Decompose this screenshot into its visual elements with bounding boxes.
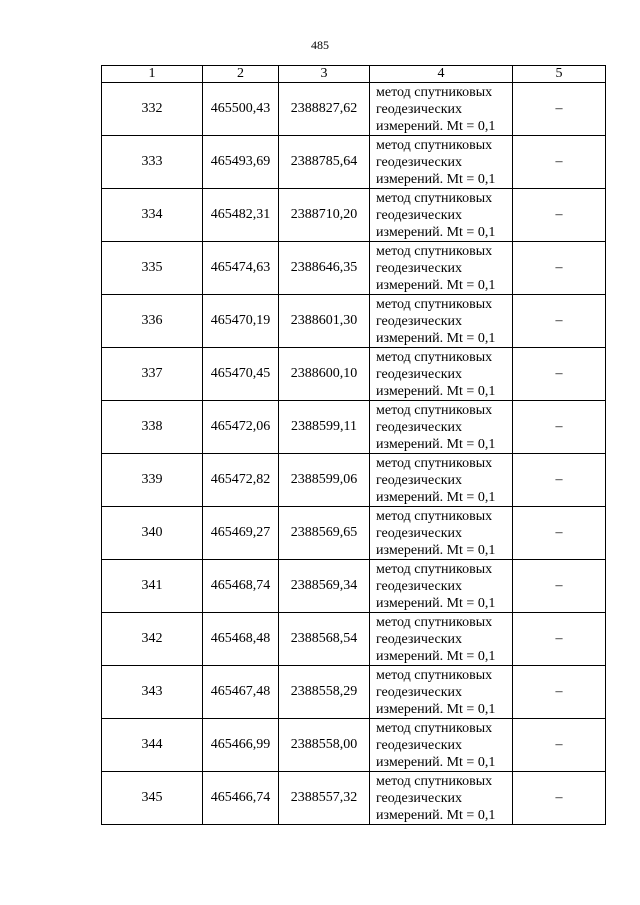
point-number-cell: 336: [102, 295, 203, 348]
method-cell: [370, 560, 513, 613]
method-text-line: геодезических: [376, 578, 463, 594]
x-coordinate-cell: 465466,74: [203, 772, 279, 825]
point-number-cell: 335: [102, 242, 203, 295]
note-cell: –: [513, 613, 606, 666]
x-coordinate-cell: 465467,48: [203, 666, 279, 719]
method-text-line: метод спутниковых: [376, 508, 493, 524]
table-row: [102, 348, 606, 401]
header-col-2: 2: [203, 66, 279, 83]
y-coordinate-cell: 2388569,65: [279, 507, 370, 560]
method-text-line: измерений. Mt = 0,1: [376, 807, 496, 823]
y-coordinate-cell: 2388599,06: [279, 454, 370, 507]
header-col-1: 1: [102, 66, 203, 83]
note-cell: –: [513, 295, 606, 348]
method-text-line: метод спутниковых: [376, 614, 493, 630]
method-text-line: геодезических: [376, 631, 463, 647]
method-cell: [370, 242, 513, 295]
x-coordinate-cell: 465468,74: [203, 560, 279, 613]
y-coordinate-cell: 2388600,10: [279, 348, 370, 401]
method-text-line: геодезических: [376, 154, 463, 170]
header-col-5: 5: [513, 66, 606, 83]
y-coordinate-cell: 2388569,34: [279, 560, 370, 613]
table-row: [102, 560, 606, 613]
x-coordinate-cell: 465472,06: [203, 401, 279, 454]
x-coordinate-cell: 465500,43: [203, 83, 279, 136]
method-text-line: метод спутниковых: [376, 773, 493, 789]
method-cell: [370, 348, 513, 401]
y-coordinate-cell: 2388568,54: [279, 613, 370, 666]
method-text-line: геодезических: [376, 260, 463, 276]
method-text-line: геодезических: [376, 366, 463, 382]
y-coordinate-cell: 2388710,20: [279, 189, 370, 242]
method-text-line: метод спутниковых: [376, 84, 493, 100]
method-cell: [370, 136, 513, 189]
y-coordinate-cell: 2388646,35: [279, 242, 370, 295]
note-cell: –: [513, 507, 606, 560]
x-coordinate-cell: 465469,27: [203, 507, 279, 560]
table-row: [102, 666, 606, 719]
note-cell: –: [513, 136, 606, 189]
method-text-line: метод спутниковых: [376, 190, 493, 206]
y-coordinate-cell: 2388558,29: [279, 666, 370, 719]
method-text-line: измерений. Mt = 0,1: [376, 489, 496, 505]
method-text-line: измерений. Mt = 0,1: [376, 330, 496, 346]
method-text-line: геодезических: [376, 684, 463, 700]
method-text-line: метод спутниковых: [376, 243, 493, 259]
x-coordinate-cell: 465470,45: [203, 348, 279, 401]
method-text-line: измерений. Mt = 0,1: [376, 224, 496, 240]
method-text-line: метод спутниковых: [376, 137, 493, 153]
method-text-line: метод спутниковых: [376, 455, 493, 471]
method-text-line: измерений. Mt = 0,1: [376, 436, 496, 452]
point-number-cell: 333: [102, 136, 203, 189]
table-body: [102, 83, 606, 825]
method-text-line: измерений. Mt = 0,1: [376, 648, 496, 664]
method-cell: [370, 666, 513, 719]
table-row: [102, 401, 606, 454]
method-text-line: геодезических: [376, 207, 463, 223]
table-row: [102, 613, 606, 666]
y-coordinate-cell: 2388827,62: [279, 83, 370, 136]
x-coordinate-cell: 465474,63: [203, 242, 279, 295]
method-text-line: измерений. Mt = 0,1: [376, 277, 496, 293]
y-coordinate-cell: 2388558,00: [279, 719, 370, 772]
table-row: [102, 507, 606, 560]
point-number-cell: 339: [102, 454, 203, 507]
y-coordinate-cell: 2388785,64: [279, 136, 370, 189]
note-cell: –: [513, 772, 606, 825]
note-cell: –: [513, 348, 606, 401]
note-cell: –: [513, 242, 606, 295]
point-number-cell: 344: [102, 719, 203, 772]
method-text-line: геодезических: [376, 313, 463, 329]
method-cell: [370, 613, 513, 666]
point-number-cell: 345: [102, 772, 203, 825]
method-text-line: геодезических: [376, 525, 463, 541]
y-coordinate-cell: 2388601,30: [279, 295, 370, 348]
note-cell: –: [513, 666, 606, 719]
x-coordinate-cell: 465493,69: [203, 136, 279, 189]
point-number-cell: 332: [102, 83, 203, 136]
method-text-line: геодезических: [376, 419, 463, 435]
table-row: [102, 295, 606, 348]
method-text-line: метод спутниковых: [376, 720, 493, 736]
note-cell: –: [513, 83, 606, 136]
method-cell: [370, 295, 513, 348]
method-cell: [370, 189, 513, 242]
point-number-cell: 342: [102, 613, 203, 666]
method-text-line: метод спутниковых: [376, 402, 493, 418]
method-text-line: измерений. Mt = 0,1: [376, 701, 496, 717]
method-text-line: геодезических: [376, 737, 463, 753]
point-number-cell: 337: [102, 348, 203, 401]
method-text-line: измерений. Mt = 0,1: [376, 383, 496, 399]
method-text-line: метод спутниковых: [376, 349, 493, 365]
table-row: [102, 242, 606, 295]
method-text-line: измерений. Mt = 0,1: [376, 542, 496, 558]
table-row: [102, 189, 606, 242]
point-number-cell: 334: [102, 189, 203, 242]
x-coordinate-cell: 465466,99: [203, 719, 279, 772]
point-number-cell: 340: [102, 507, 203, 560]
table-row: [102, 136, 606, 189]
note-cell: –: [513, 719, 606, 772]
method-text-line: метод спутниковых: [376, 667, 493, 683]
x-coordinate-cell: 465470,19: [203, 295, 279, 348]
table-row: [102, 719, 606, 772]
method-text-line: измерений. Mt = 0,1: [376, 118, 496, 134]
table-row: [102, 772, 606, 825]
point-number-cell: 343: [102, 666, 203, 719]
method-cell: [370, 454, 513, 507]
method-cell: [370, 401, 513, 454]
header-col-4: 4: [370, 66, 513, 83]
table-header-row: [102, 66, 606, 83]
note-cell: –: [513, 454, 606, 507]
method-text-line: геодезических: [376, 101, 463, 117]
coordinates-table: [101, 65, 606, 825]
x-coordinate-cell: 465482,31: [203, 189, 279, 242]
method-text-line: геодезических: [376, 472, 463, 488]
method-text-line: измерений. Mt = 0,1: [376, 171, 496, 187]
method-cell: [370, 719, 513, 772]
method-cell: [370, 772, 513, 825]
method-text-line: измерений. Mt = 0,1: [376, 754, 496, 770]
x-coordinate-cell: 465472,82: [203, 454, 279, 507]
point-number-cell: 338: [102, 401, 203, 454]
method-cell: [370, 83, 513, 136]
x-coordinate-cell: 465468,48: [203, 613, 279, 666]
page-number: 485: [311, 38, 329, 52]
method-text-line: метод спутниковых: [376, 561, 493, 577]
header-col-3: 3: [279, 66, 370, 83]
method-text-line: метод спутниковых: [376, 296, 493, 312]
y-coordinate-cell: 2388557,32: [279, 772, 370, 825]
method-cell: [370, 507, 513, 560]
note-cell: –: [513, 401, 606, 454]
table-row: [102, 83, 606, 136]
method-text-line: геодезических: [376, 790, 463, 806]
y-coordinate-cell: 2388599,11: [279, 401, 370, 454]
point-number-cell: 341: [102, 560, 203, 613]
note-cell: –: [513, 560, 606, 613]
method-text-line: измерений. Mt = 0,1: [376, 595, 496, 611]
note-cell: –: [513, 189, 606, 242]
table-row: [102, 454, 606, 507]
